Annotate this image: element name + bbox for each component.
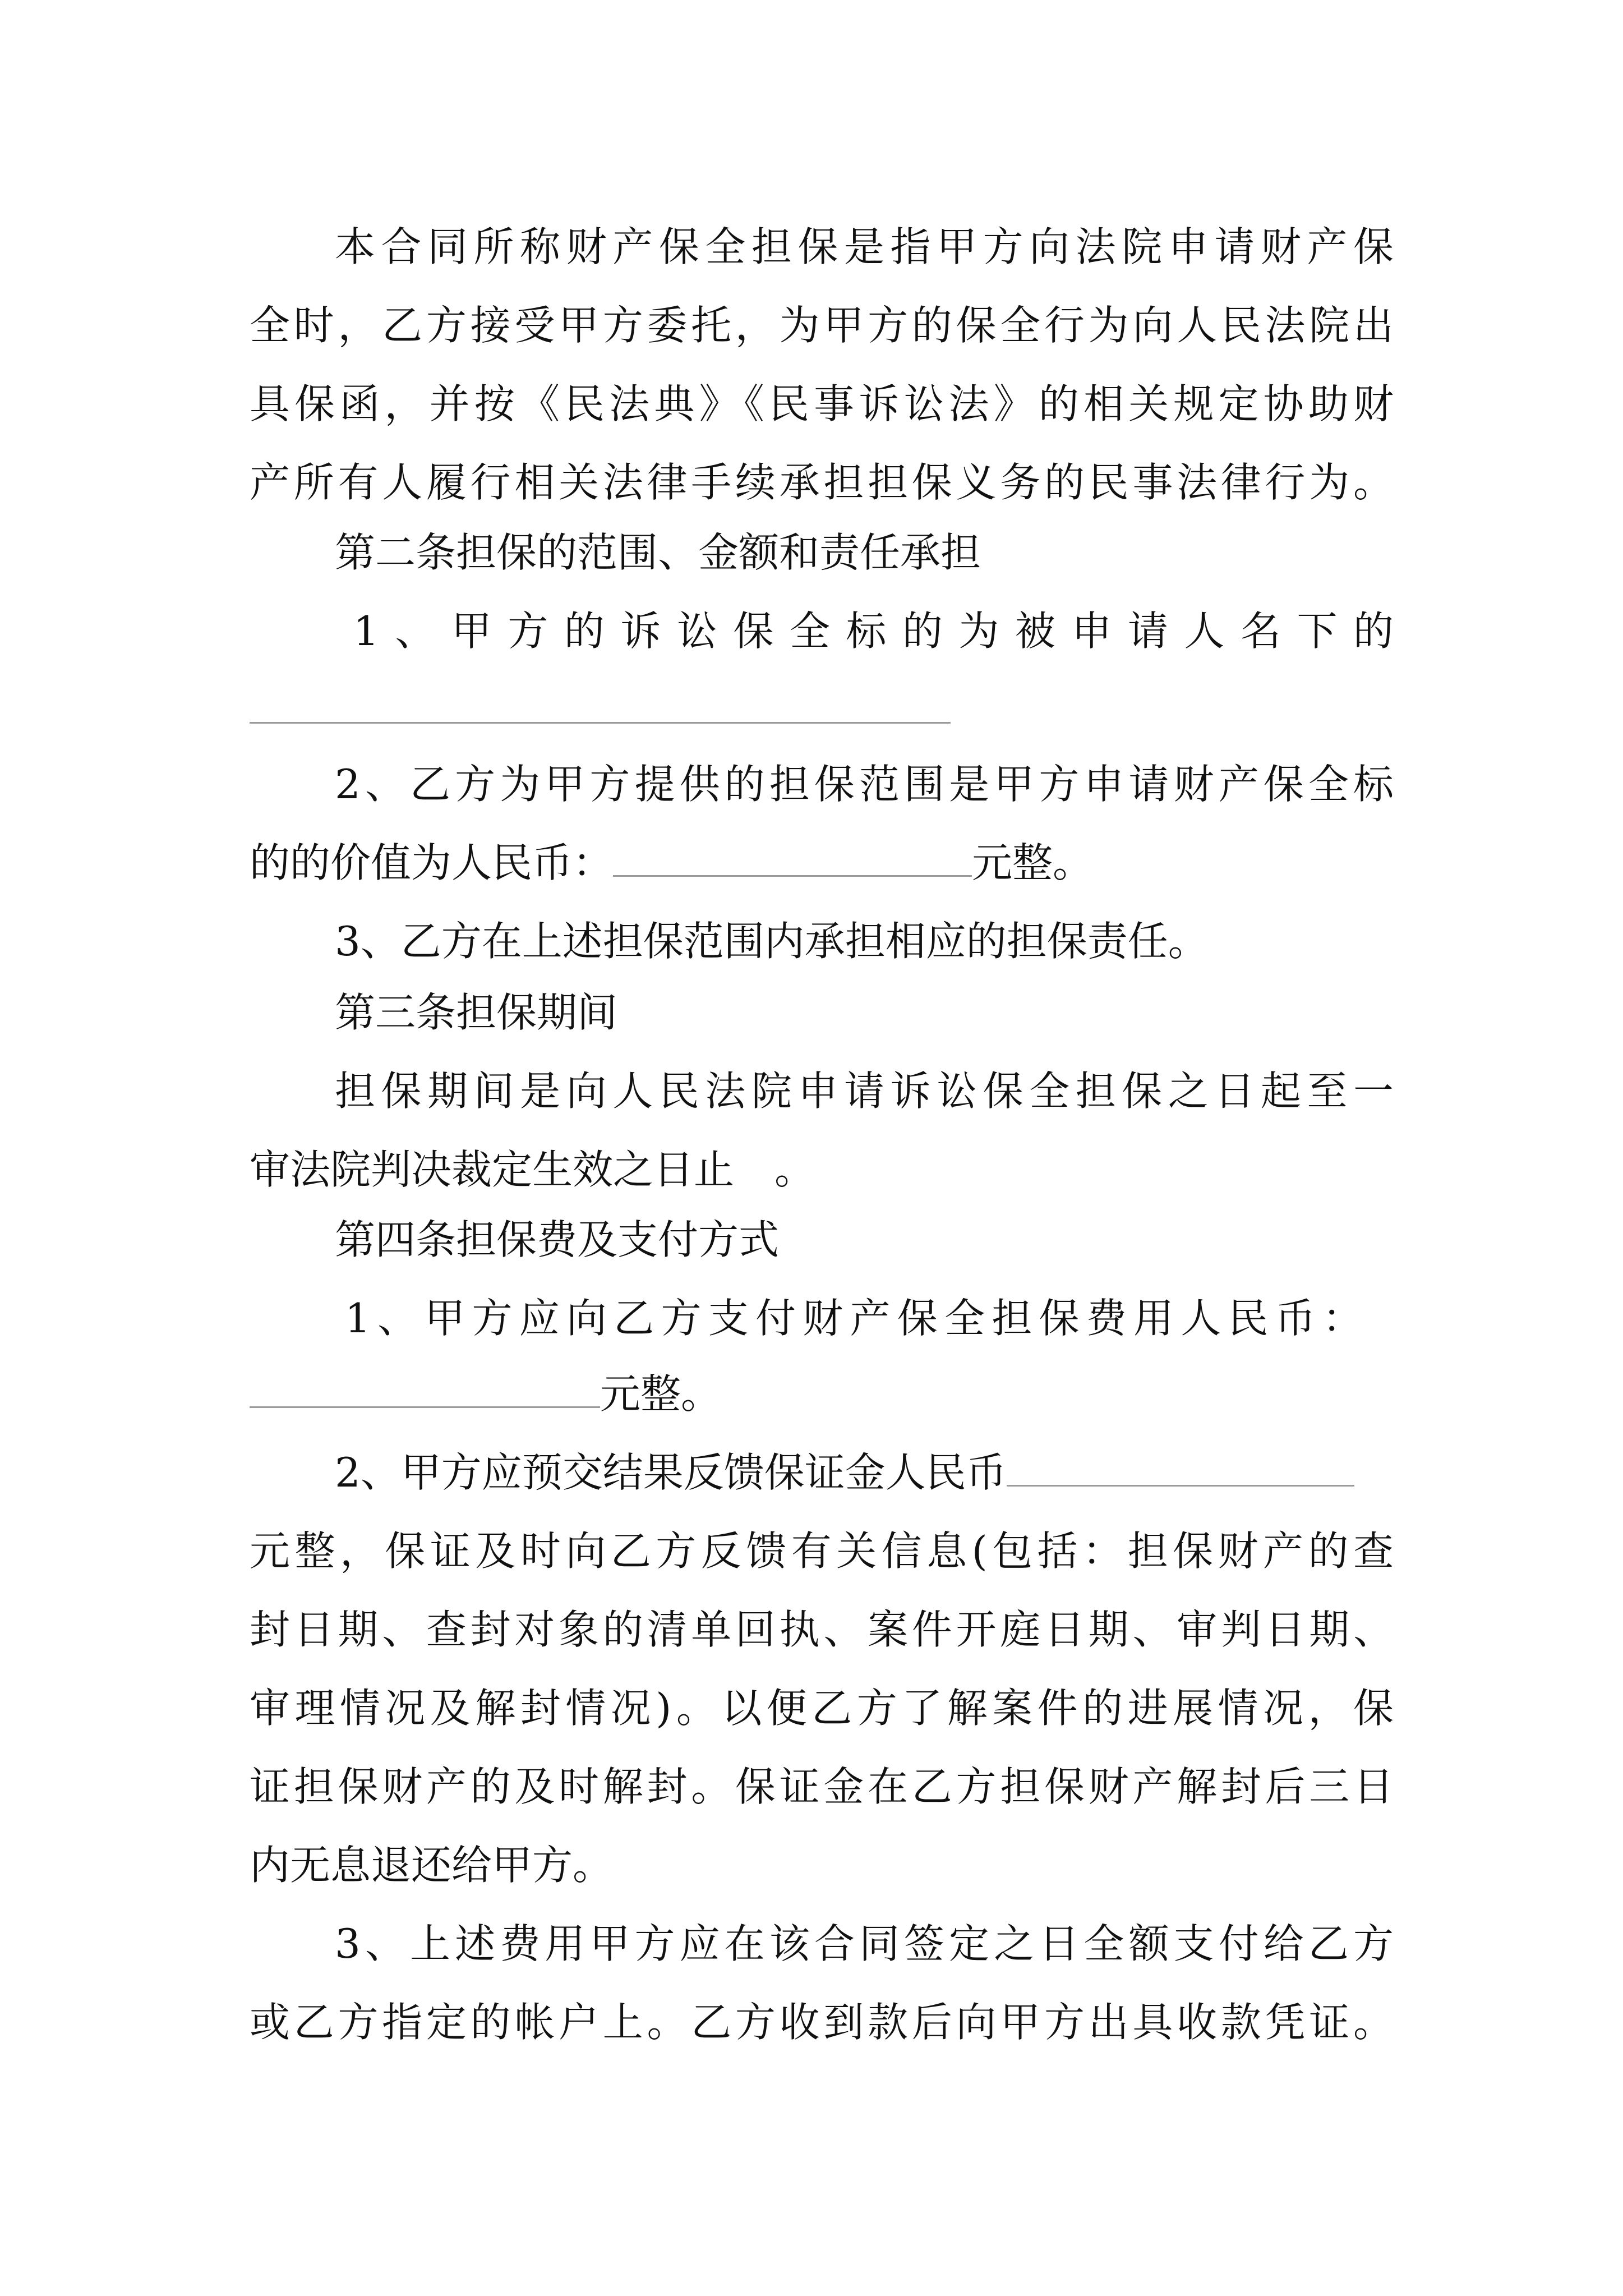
article-2-item-2-line-2 (250, 835, 1394, 891)
article-4-item-3-line-2: 或乙方指定的帐户上。乙方收到款后向甲方出具收款凭证。 (250, 1999, 1394, 2046)
article-3-heading: 第三条担保期间 (335, 989, 618, 1036)
paragraph-1-line-3: 具保函，并按《民法典》《民事诉讼法》的相关规定协助财 (250, 380, 1394, 427)
amount-prefix: 的的价值为人民币： (250, 839, 614, 886)
article-4-item-2-line-6: 内无息退还给甲方。 (250, 1842, 614, 1889)
article-4-item-2-line-2: 元整，保证及时向乙方反馈有关信息(包括：担保财产的查 (250, 1527, 1394, 1575)
article-4-heading: 第四条担保费及支付方式 (335, 1216, 780, 1263)
article-2-heading: 第二条担保的范围、金额和责任承担 (335, 529, 981, 576)
paragraph-1-line-1: 本合同所称财产保全担保是指甲方向法院申请财产保 (335, 223, 1394, 270)
article-3-body-line-1: 担保期间是向人民法院申请诉讼保全担保之日起至一 (335, 1068, 1394, 1115)
paragraph-1-line-2: 全时，乙方接受甲方委托，为甲方的保全行为向人民法院出 (250, 302, 1394, 349)
amount-suffix: 元整。 (972, 839, 1094, 886)
deposit-prefix: 2、甲方应预交结果反馈保证金人民币 (335, 1449, 1007, 1496)
article-4-item-2-line-1 (335, 1444, 1394, 1501)
article-3-body-line-2: 审法院判决裁定生效之日止 。 (250, 1146, 815, 1193)
article-4-item-1-line-1: 1、甲方应向乙方支付财产保全担保费用人民币： (345, 1295, 1363, 1342)
amount-blank (613, 836, 972, 877)
article-4-item-1-line-2 (250, 1366, 1394, 1422)
article-4-item-2-line-5: 证担保财产的及时解封。保证金在乙方担保财产解封后三日 (250, 1763, 1394, 1810)
article-4-item-2-line-4: 审理情况及解封情况)。以便乙方了解案件的进展情况，保 (250, 1685, 1394, 1732)
fee-blank (250, 1367, 600, 1408)
blank-line-target (250, 722, 951, 724)
article-4-item-2-line-3: 封日期、查封对象的清单回执、案件开庭日期、审判日期、 (250, 1606, 1394, 1653)
paragraph-1-line-4: 产所有人履行相关法律手续承担担保义务的民事法律行为。 (250, 459, 1394, 506)
article-2-item-2-line-1: 2、乙方为甲方提供的担保范围是甲方申请财产保全标 (335, 761, 1394, 808)
fee-suffix: 元整。 (600, 1370, 722, 1418)
deposit-blank (1007, 1446, 1354, 1487)
article-2-item-1: 1、甲方的诉讼保全标的为被申请人名下的 (353, 608, 1394, 655)
article-2-item-3: 3、乙方在上述担保范围内承担相应的担保责任。 (335, 918, 1209, 965)
article-4-item-3-line-1: 3、上述费用甲方应在该合同签定之日全额支付给乙方 (335, 1920, 1394, 1967)
